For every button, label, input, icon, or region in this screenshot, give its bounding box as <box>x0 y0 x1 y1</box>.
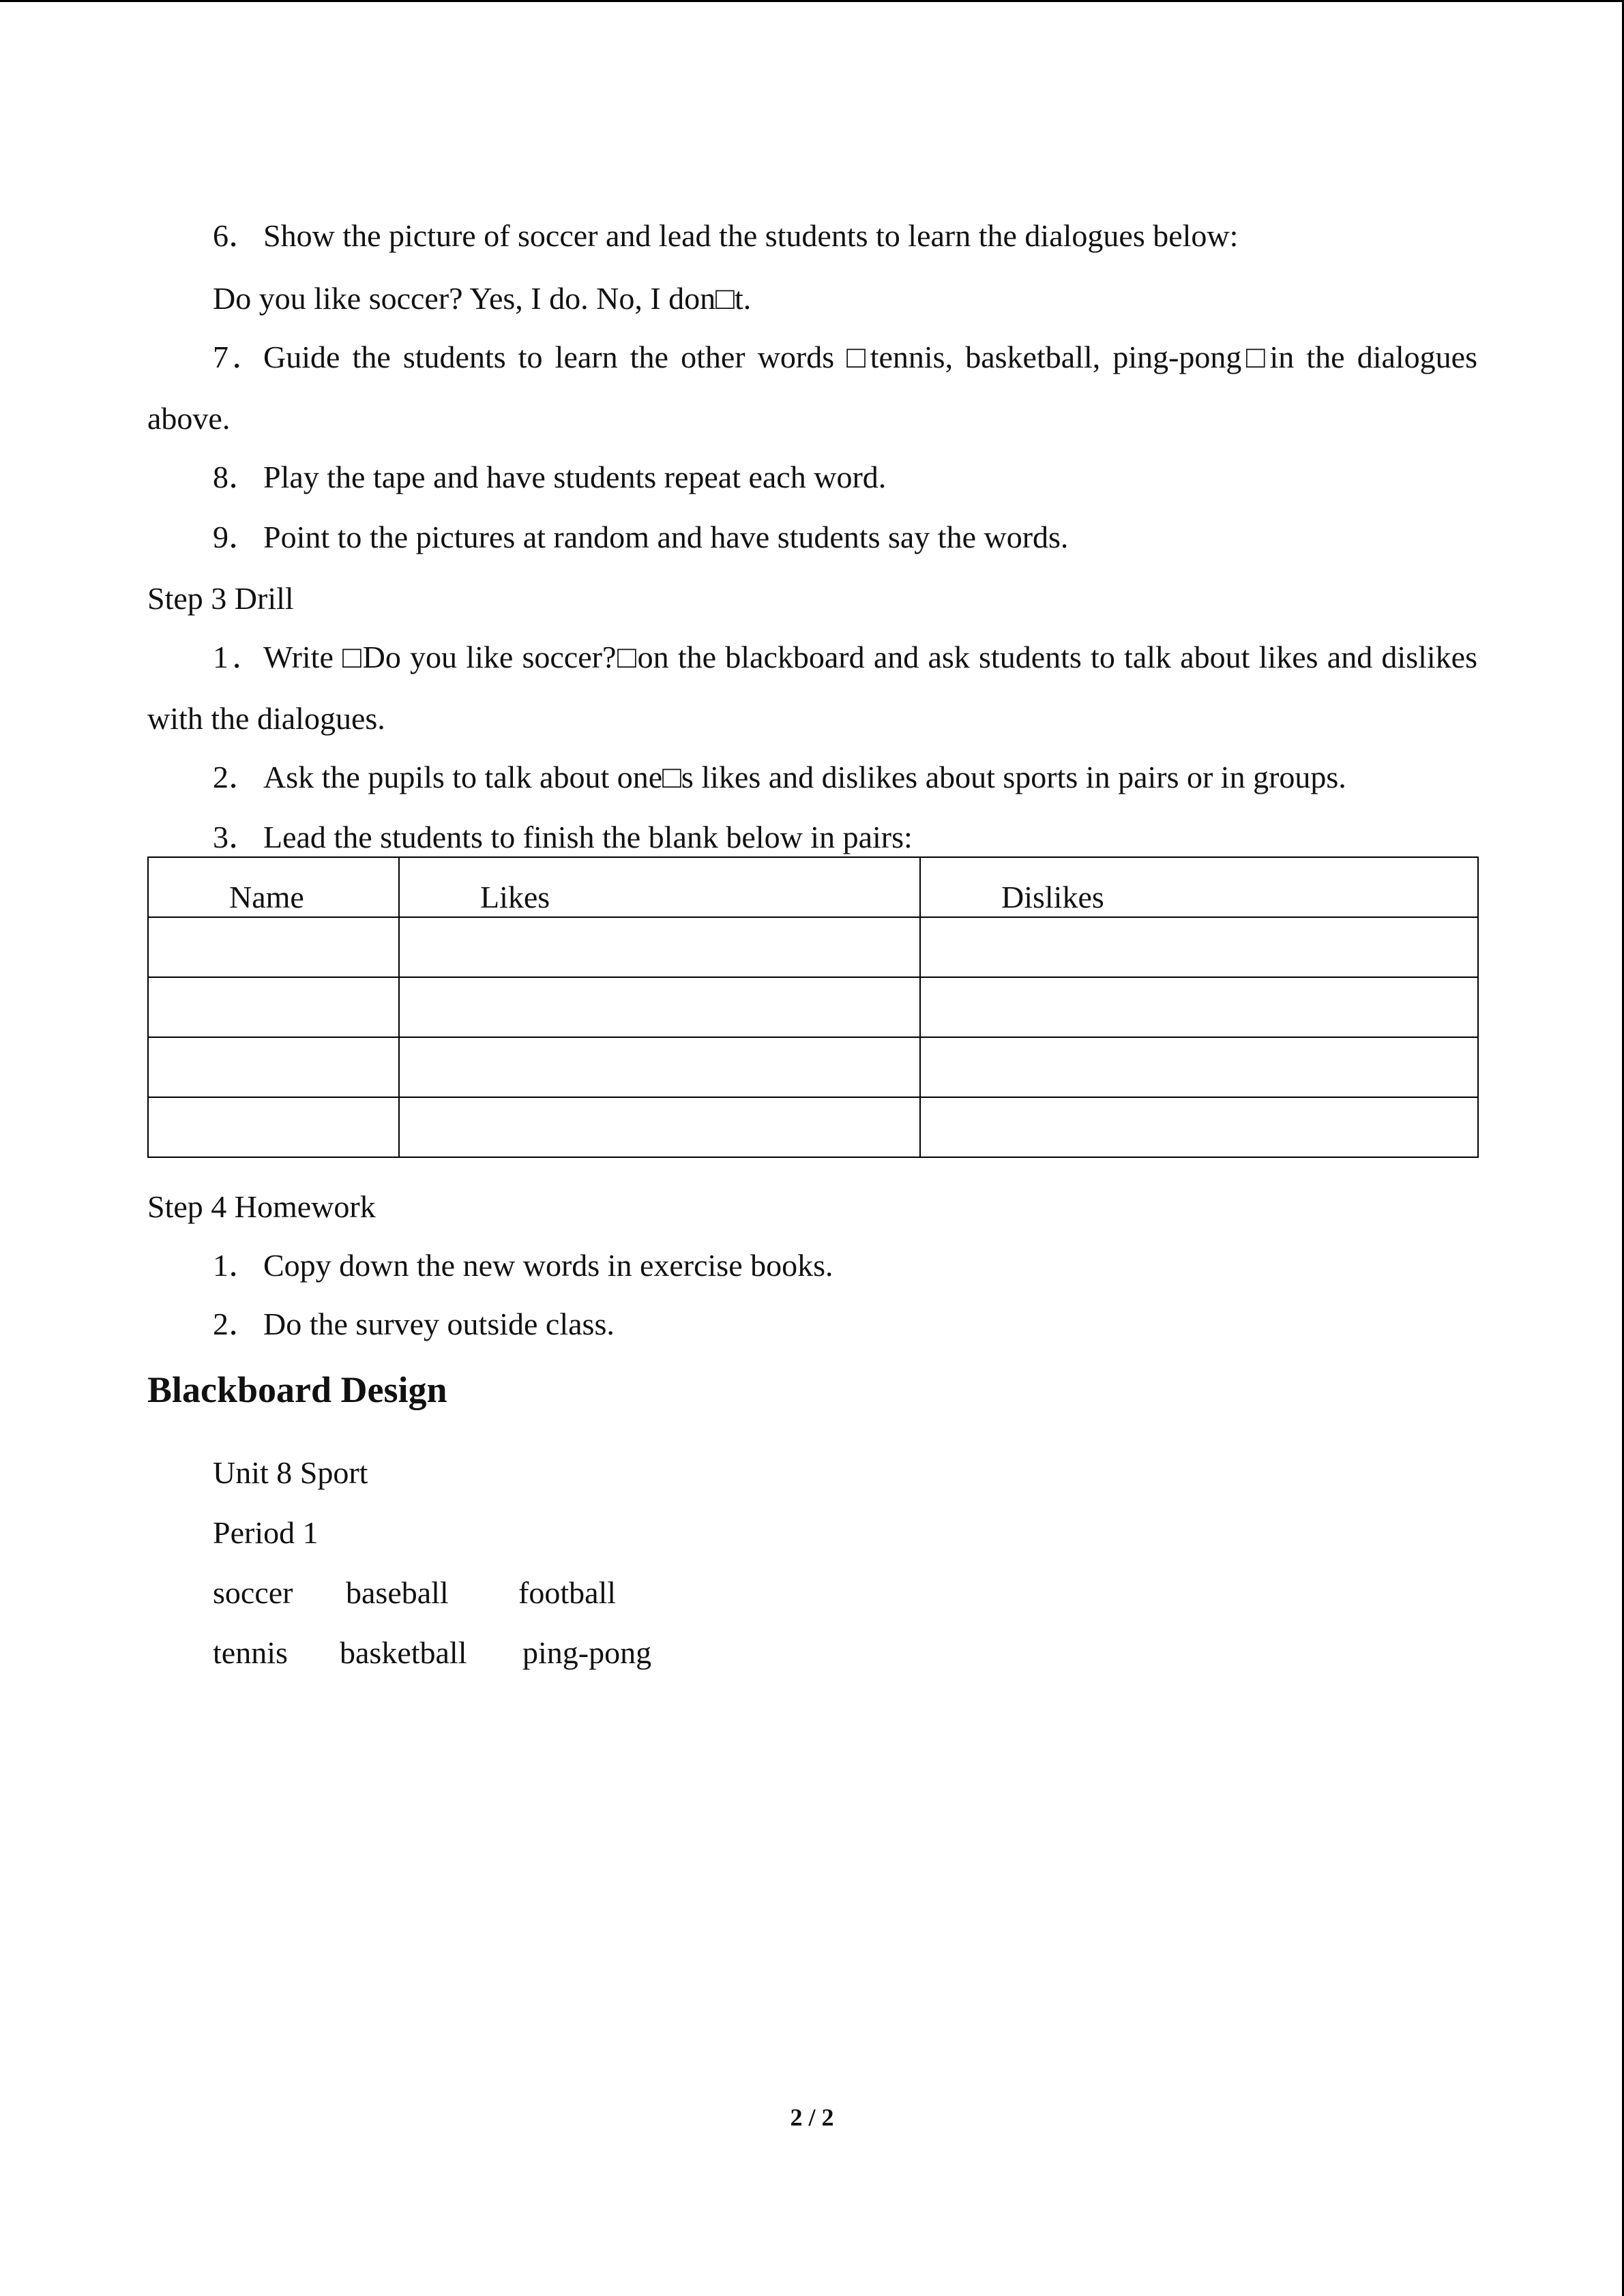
table-cell[interactable] <box>148 977 399 1037</box>
table-cell[interactable] <box>399 1097 920 1157</box>
table-cell[interactable] <box>148 1097 399 1157</box>
table-cell[interactable] <box>399 977 920 1037</box>
item-text: Ask the pupils to talk about one□s likes and dislikes about sports in pairs or in groups. <box>263 760 1346 794</box>
likes-table <box>147 856 1479 1158</box>
item-text: Show the picture of soccer and lead the students to learn the dialogues below: <box>263 218 1239 253</box>
item-number: 9． <box>213 520 260 554</box>
item-number: 7． <box>213 340 263 374</box>
item-text: Play the tape and have students repeat each word. <box>263 460 887 494</box>
step3-title: Step 3 Drill <box>147 581 294 616</box>
header-likes: Likes <box>399 857 920 917</box>
item-text: Point to the pictures at random and have students say the words. <box>263 520 1069 554</box>
board-period: Period 1 <box>213 1515 319 1550</box>
table-row <box>148 1037 1478 1097</box>
item-9 <box>213 518 1068 556</box>
table-header-row <box>148 857 1478 917</box>
table-cell[interactable] <box>148 1037 399 1097</box>
board-row-2 <box>213 1634 652 1672</box>
dialogue-line: Do you like soccer? Yes, I do. No, I don□t. <box>213 281 752 316</box>
item-number: 8． <box>213 460 260 494</box>
header-name: Name <box>148 857 399 917</box>
board-row-1 <box>213 1574 617 1612</box>
step3-item-3 <box>213 818 913 856</box>
item-number: 2． <box>213 760 260 794</box>
item-8 <box>213 458 886 496</box>
table-cell[interactable] <box>399 1037 920 1097</box>
table-cell[interactable] <box>920 917 1478 977</box>
step3-item-1-continued: with the dialogues. <box>147 701 385 736</box>
item-text: Copy down the new words in exercise books. <box>263 1248 833 1283</box>
table-row <box>148 977 1478 1037</box>
table-cell[interactable] <box>399 917 920 977</box>
step3-item-2 <box>213 758 1346 796</box>
table-row <box>148 1097 1478 1157</box>
step3-item-1 <box>213 638 1477 676</box>
board-word: soccer <box>213 1575 293 1610</box>
item-text: Do the survey outside class. <box>263 1307 615 1341</box>
item-number: 1． <box>213 1248 260 1283</box>
item-number: 2． <box>213 1307 260 1341</box>
board-word: basketball <box>340 1635 467 1670</box>
blackboard-heading: Blackboard Design <box>147 1369 447 1410</box>
item-7-continued: above. <box>147 401 231 436</box>
item-text: Write □Do you like soccer?□on the blackboard and ask students to talk about likes and dislikes <box>263 640 1477 674</box>
item-7 <box>213 338 1477 376</box>
item-6 <box>213 217 1238 255</box>
table-cell[interactable] <box>920 977 1478 1037</box>
header-dislikes: Dislikes <box>920 857 1478 917</box>
item-text: Lead the students to finish the blank below in pairs: <box>263 820 913 854</box>
table-row <box>148 917 1478 977</box>
board-word: baseball <box>346 1575 449 1610</box>
item-number: 3． <box>213 820 260 854</box>
top-border <box>0 0 1624 2</box>
table-cell[interactable] <box>920 1037 1478 1097</box>
board-word: ping-pong <box>522 1635 652 1670</box>
item-text: Guide the students to learn the other words □tennis, basketball, ping-pong□in the dialogues <box>263 340 1477 374</box>
table-cell[interactable] <box>148 917 399 977</box>
board-word: football <box>518 1575 617 1610</box>
step4-item-2 <box>213 1305 615 1343</box>
table-cell[interactable] <box>920 1097 1478 1157</box>
page-number: 2 / 2 <box>790 2104 834 2131</box>
step4-item-1 <box>213 1247 833 1285</box>
item-number: 1． <box>213 640 263 674</box>
board-unit: Unit 8 Sport <box>213 1455 368 1490</box>
board-word: tennis <box>213 1635 288 1670</box>
step4-title: Step 4 Homework <box>147 1189 376 1224</box>
item-number: 6． <box>213 218 260 253</box>
